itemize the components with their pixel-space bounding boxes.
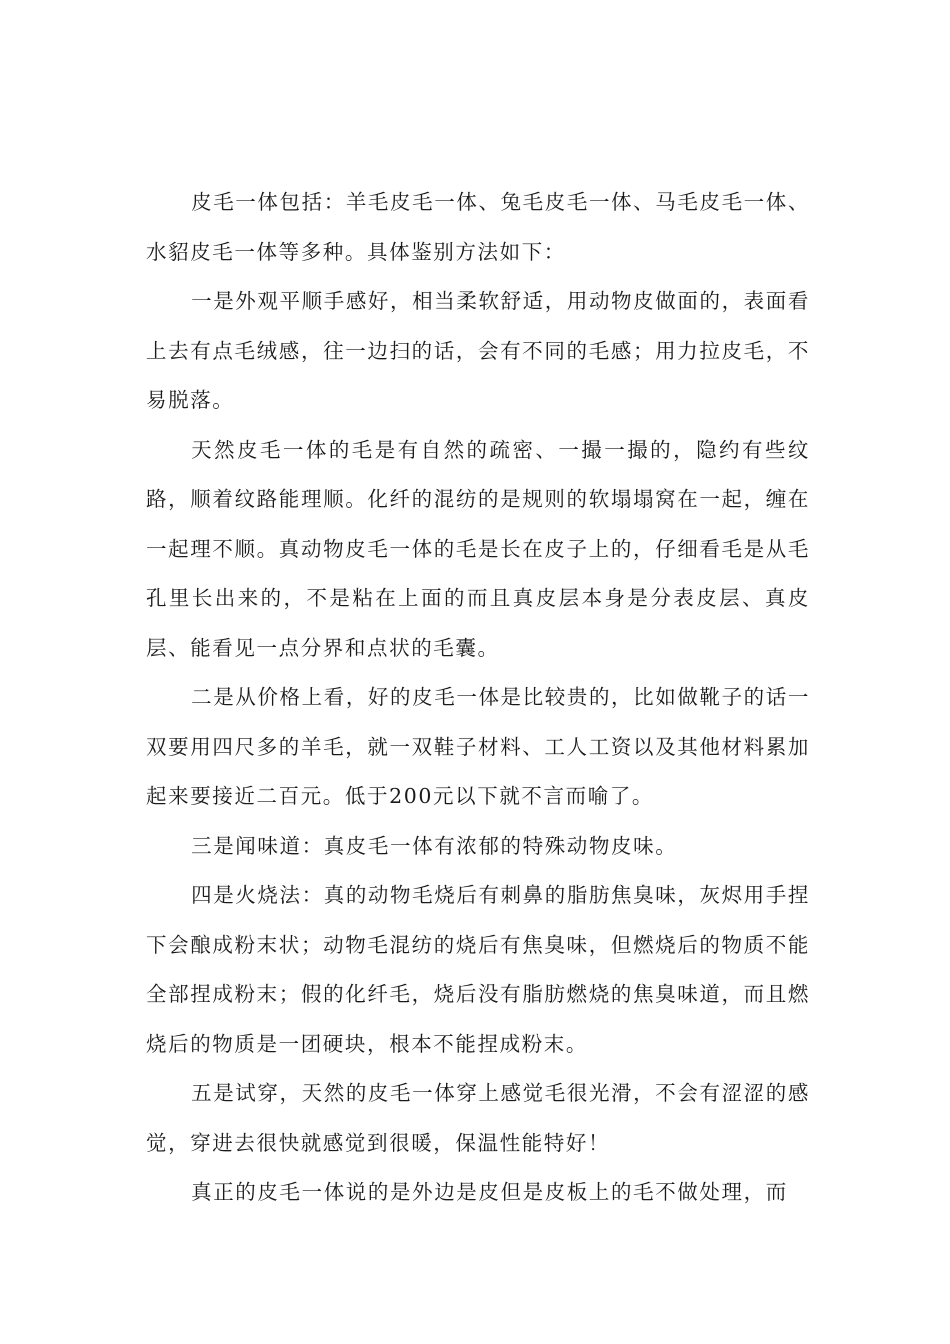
paragraph-method-three-smell: 三是闻味道：真皮毛一体有浓郁的特殊动物皮味。 [191, 833, 678, 858]
paragraph-method-four-burn: 四是火烧法：真的动物毛烧后有刺鼻的脂肪焦臭味，灰烬用手捏下会酿成粉末状；动物毛混纺的烧后有焦臭味，但燃烧后的物质不能全部捏成粉末；假的化纤毛，烧后没有脂肪燃烧的焦臭味道，而且燃烧后的物质是一团硬块，根本不能捏成粉末。 [146, 883, 810, 1056]
paragraph-intro: 皮毛一体包括：羊毛皮毛一体、兔毛皮毛一体、马毛皮毛一体、水貂皮毛一体等多种。具体鉴别方法如下： [146, 190, 810, 264]
document-body [146, 178, 810, 1218]
paragraph-natural-fur: 天然皮毛一体的毛是有自然的疏密、一撮一撮的，隐约有些纹路，顺着纹路能理顺。化纤的混纺的是规则的软塌塌窝在一起，缠在一起理不顺。真动物皮毛一体的毛是长在皮子上的，仔细看毛是从毛孔里长出来的，不是粘在上面的而且真皮层本身是分表皮层、真皮层、能看见一点分界和点状的毛囊。 [146, 437, 810, 660]
paragraph-method-two-price: 二是从价格上看，好的皮毛一体是比较贵的，比如做靴子的话一双要用四尺多的羊毛，就一双鞋子材料、工人工资以及其他材料累加起来要接近二百元。低于200元以下就不言而喻了。 [146, 685, 810, 808]
paragraph-true-fur: 真正的皮毛一体说的是外边是皮但是皮板上的毛不做处理，而 [191, 1180, 788, 1204]
paragraph-method-five-wear: 五是试穿，天然的皮毛一体穿上感觉毛很光滑，不会有涩涩的感觉，穿进去很快就感觉到很暖，保温性能特好！ [146, 1081, 810, 1155]
paragraph-method-one: 一是外观平顺手感好，相当柔软舒适，用动物皮做面的，表面看上去有点毛绒感，往一边扫的话，会有不同的毛感；用力拉皮毛，不易脱落。 [146, 289, 810, 412]
